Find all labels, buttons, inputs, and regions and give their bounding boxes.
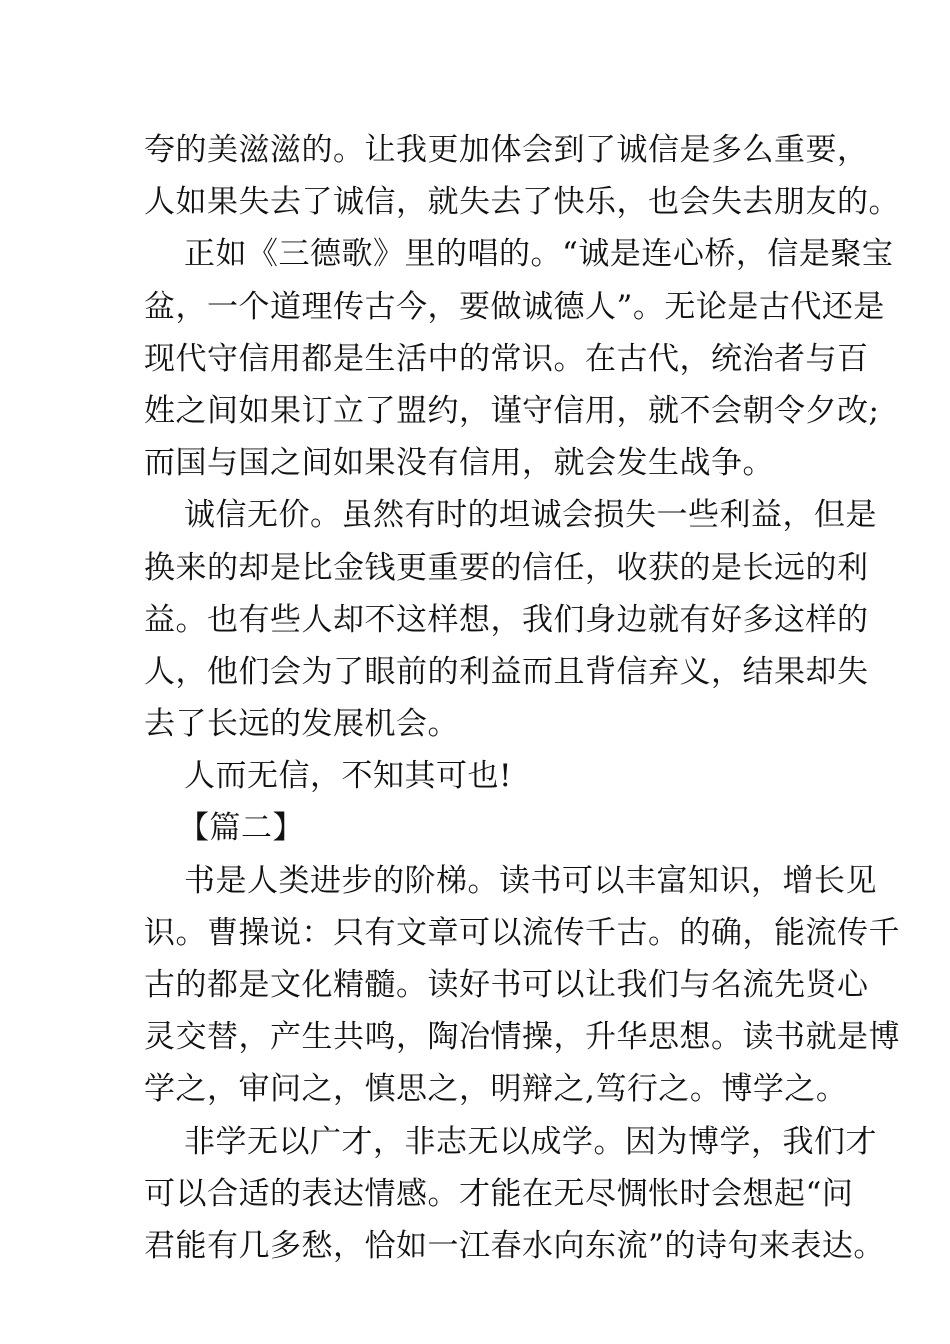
paragraph-line: 现代守信用都是生活中的常识。在古代，统治者与百: [144, 340, 869, 377]
section-heading: 【篇二】: [178, 810, 304, 847]
paragraph-line: 夸的美滋滋的。让我更加体会到了诚信是多么重要，: [144, 132, 869, 168]
paragraph-line: 姓之间如果订立了盟约，谨守信用，就不会朝令夕改;: [144, 392, 880, 429]
paragraph-line: 识。曹操说：只有文章可以流传千古。的确，能流传千: [144, 914, 900, 951]
paragraph-line: 人如果失去了诚信，就失去了快乐，也会失去朋友的。: [144, 184, 900, 221]
document-body: [144, 124, 900, 1272]
paragraph-line: 君能有几多愁，恰如一江春水向东流”的诗句来表达。: [144, 1227, 885, 1264]
paragraph-line: 灵交替，产生共鸣，陶冶情操，升华思想。读书就是博: [144, 1019, 900, 1056]
paragraph-first-line: 正如《三德歌》里的唱的。“诚是连心桥，信是聚宝: [184, 236, 894, 273]
paragraph-line: 盆，一个道理传古今，要做诚德人”。无论是古代还是: [144, 288, 885, 325]
paragraph-line: 可以合适的表达情感。才能在无尽惆怅时会想起“问: [144, 1175, 854, 1212]
paragraph-line: 学之，审问之，慎思之，明辩之,笃行之。博学之。: [144, 1071, 848, 1108]
paragraph-first-line: 书是人类进步的阶梯。读书可以丰富知识，增长见: [184, 862, 877, 899]
paragraph-line: 古的都是文化精髓。读好书可以让我们与名流先贤心: [144, 967, 869, 1003]
paragraph-line: 换来的却是比金钱更重要的信任，收获的是长远的利: [144, 549, 869, 586]
paragraph-first-line: 人而无信，不知其可也!: [184, 758, 512, 795]
paragraph-line: 而国与国之间如果没有信用，就会发生战争。: [144, 445, 774, 482]
paragraph-first-line: 诚信无价。虽然有时的坦诚会损失一些利益，但是: [184, 497, 877, 534]
paragraph-line: 益。也有些人却不这样想，我们身边就有好多这样的: [144, 601, 869, 638]
paragraph-line: 人，他们会为了眼前的利益而且背信弃义，结果却失: [144, 653, 869, 690]
paragraph-line: 去了长远的发展机会。: [144, 706, 459, 743]
paragraph-first-line: 非学无以广才，非志无以成学。因为博学，我们才: [184, 1123, 877, 1160]
